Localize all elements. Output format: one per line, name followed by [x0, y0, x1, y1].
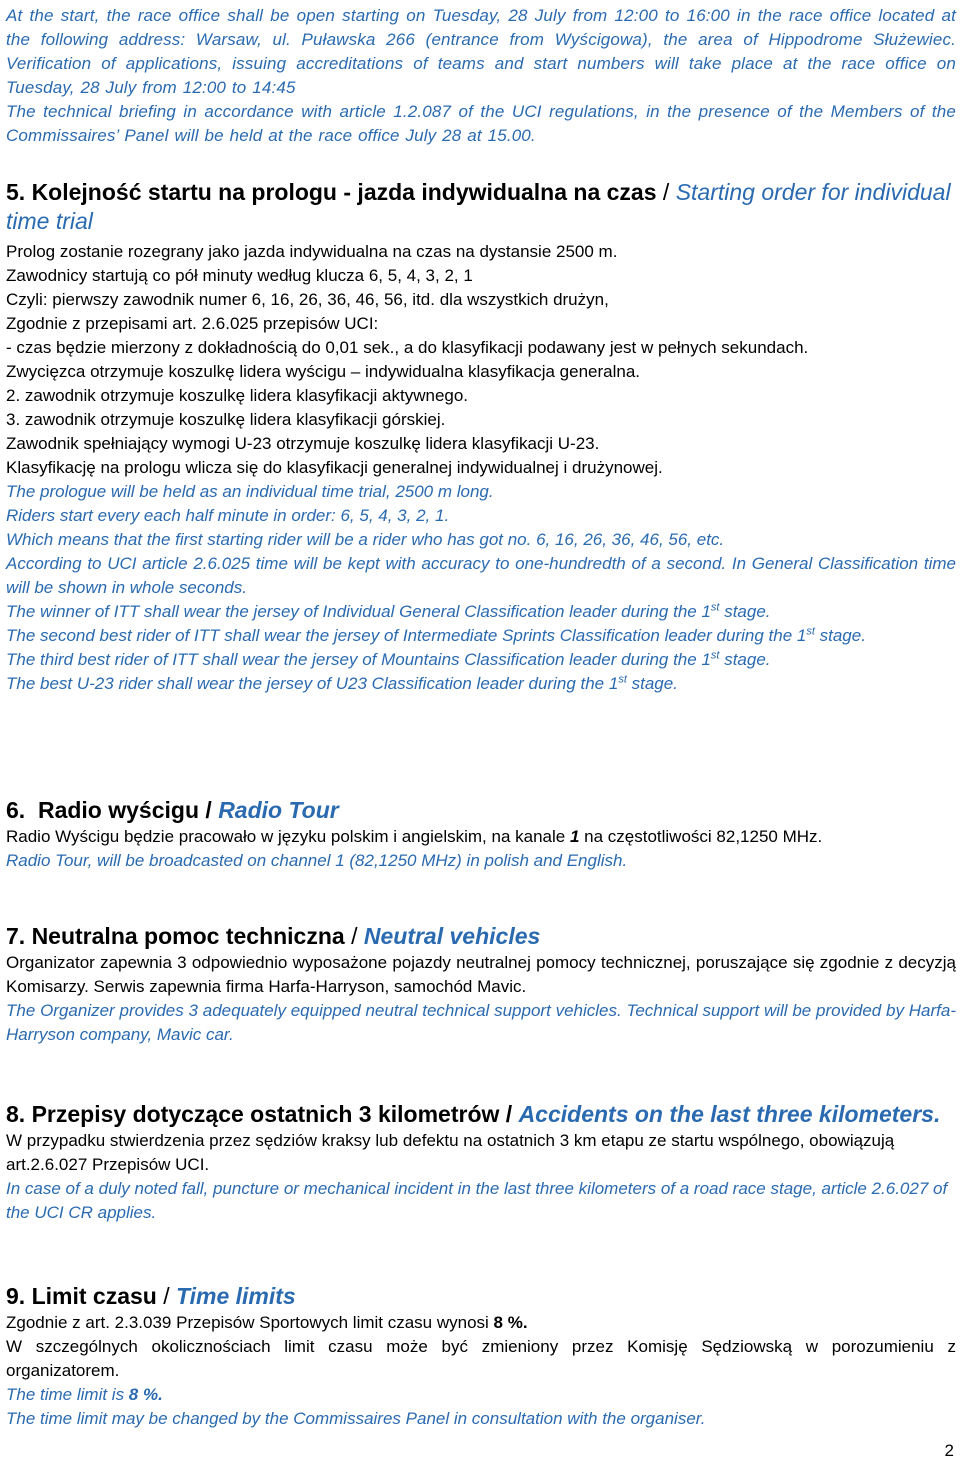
section-9-title: [6, 1282, 956, 1311]
s5-jersey-3-text: The third best rider of ITT shall wear the jersey of Mountains Classification leader during the 1: [6, 650, 711, 669]
s5-jersey-4: [6, 672, 956, 696]
section-6-number: 6.: [6, 797, 26, 823]
section-6-title-pl: Radio wyścigu: [37, 797, 200, 823]
s7-en: The Organizer provides 3 adequately equipped neutral technical support vehicles. Technical support will be provided by Harfa-Harryson company, Mavic car.: [6, 1001, 956, 1044]
s6-channel: 1: [569, 827, 580, 846]
superscript: st: [618, 673, 627, 686]
s5-jersey-2-text: The second best rider of ITT shall wear the jersey of Intermediate Sprints Classification leader during the 1: [6, 626, 807, 645]
s5-jersey-1-end: stage.: [719, 602, 771, 621]
s5-en-4: According to UCI article 2.6.025 time will be kept with accuracy to one-hundredth of a second. In General Classification time will be shown in whole seconds.: [6, 554, 956, 597]
section-6: [6, 796, 956, 873]
s5-jersey-3: [6, 648, 956, 672]
s5-pl-4: Zgodnie z przepisami art. 2.6.025 przepisów UCI:: [6, 314, 379, 333]
intro-verification: Verification of applications, issuing accreditations of teams and start numbers will take place at the race office on Tuesday, 28 July from 12:00 to 14:45: [6, 54, 956, 97]
s5-jersey-4-end: stage.: [626, 674, 678, 693]
section-9-title-pl: 9. Limit czasu: [6, 1283, 157, 1309]
s5-pl-8: 3. zawodnik otrzymuje koszulkę lidera klasyfikacji górskiej.: [6, 410, 446, 429]
s5-pl-1: Prolog zostanie rozegrany jako jazda indywidualna na czas na dystansie 2500 m.: [6, 242, 618, 261]
s6-pl-end: na częstotliwości 82,1250 MHz.: [579, 827, 823, 846]
superscript: st: [710, 649, 720, 662]
title-separator: /: [163, 1283, 170, 1309]
s5-pl-6: Zwycięzca otrzymuje koszulkę lidera wyścigu – indywidualna klasyfikacja generalna.: [6, 362, 641, 381]
s5-jersey-4-text: The best U-23 rider shall wear the jersey of U23 Classification leader during the 1: [6, 674, 619, 693]
s8-en: In case of a duly noted fall, puncture or mechanical incident in the last three kilometers of a road race stage, article 2.6.027 of the UCI CR applies.: [6, 1179, 948, 1222]
s5-pl-3: Czyli: pierwszy zawodnik numer 6, 16, 26, 36, 46, 56, itd. dla wszystkich drużyn,: [6, 290, 609, 309]
section-8-title: [6, 1100, 956, 1129]
section-9-title-en: Time limits: [176, 1283, 296, 1309]
s9-en-1-text: The time limit is: [6, 1385, 129, 1404]
section-8-title-en: Accidents on the last three kilometers.: [518, 1101, 941, 1127]
section-5: [6, 178, 956, 696]
s9-pl-1: [6, 1311, 956, 1335]
superscript: st: [710, 601, 720, 614]
s9-en-1: [6, 1383, 956, 1407]
s5-pl-9: Zawodnik spełniający wymogi U-23 otrzymuje koszulkę lidera klasyfikacji U-23.: [6, 434, 600, 453]
s5-pl-2: Zawodnicy startują co pół minuty według klucza 6, 5, 4, 3, 2, 1: [6, 266, 473, 285]
s9-en-2: The time limit may be changed by the Commissaires Panel in consultation with the organiser.: [6, 1409, 706, 1428]
s7-pl: Organizator zapewnia 3 odpowiednio wyposażone pojazdy neutralnej pomocy technicznej, poruszające się zgodnie z decyzją Komisarzy. Serwis zapewnia firma Harfa-Harryson, samochód Mavic.: [6, 953, 956, 996]
s5-pl-5: - czas będzie mierzony z dokładnością do 0,01 sek., a do klasyfikacji podawany jest w pełnych sekundach.: [6, 338, 809, 357]
section-9: [6, 1282, 956, 1431]
s5-en-3: Which means that the first starting rider will be a rider who has got no. 6, 16, 26, 36, 46, 56, etc.: [6, 530, 725, 549]
s5-pl-10: Klasyfikację na prologu wlicza się do klasyfikacji generalnej indywidualnej i drużynowej.: [6, 458, 663, 477]
s5-pl-7: 2. zawodnik otrzymuje koszulkę lidera klasyfikacji aktywnego.: [6, 386, 469, 405]
section-6-title: [6, 796, 956, 825]
s9-pl-1-value: 8 %.: [493, 1313, 528, 1332]
s5-jersey-1-text: The winner of ITT shall wear the jersey of Individual General Classification leader during the 1: [6, 602, 711, 621]
s5-jersey-2: [6, 624, 956, 648]
section-7-title-pl: 7. Neutralna pomoc techniczna: [6, 923, 345, 949]
section-8: [6, 1100, 956, 1225]
section-5-title-pl: 5. Kolejność startu na prologu - jazda indywidualna na czas: [6, 179, 657, 205]
s5-en-2: Riders start every each half minute in order: 6, 5, 4, 3, 2, 1.: [6, 506, 450, 525]
s6-pl-text: Radio Wyścigu będzie pracowało w języku polskim i angielskim, na kanale: [6, 827, 570, 846]
page-number: 2: [944, 1441, 954, 1460]
section-7-title-en: Neutral vehicles: [363, 923, 541, 949]
title-separator: /: [351, 923, 358, 949]
section-5-title: [6, 178, 956, 236]
s9-pl-2: W szczególnych okolicznościach limit czasu może być zmieniony przez Komisję Sędziowską w porozumieniu z organizatorem.: [6, 1337, 956, 1380]
s9-pl-1-text: Zgodnie z art. 2.3.039 Przepisów Sportowych limit czasu wynosi: [6, 1313, 494, 1332]
intro-section: [6, 4, 956, 148]
s8-pl: W przypadku stwierdzenia przez sędziów kraksy lub defektu na ostatnich 3 km etapu ze startu wspólnego, obowiązują art.2.6.027 Przepisów UCI.: [6, 1131, 895, 1174]
intro-paragraph: [6, 4, 956, 100]
s9-en-1-value: 8 %.: [128, 1385, 163, 1404]
superscript: st: [806, 625, 815, 638]
intro-briefing: The technical briefing in accordance with article 1.2.087 of the UCI regulations, in the presence of the Members of the Commissaires’ Panel will be held at the race office July 28 at 15.00.: [6, 102, 956, 145]
section-5-title-en: Starting order for individual time trial: [6, 179, 951, 234]
s6-en: Radio Tour, will be broadcasted on channel 1 (82,1250 MHz) in polish and English.: [6, 851, 628, 870]
section-7-title: [6, 922, 956, 951]
title-separator: /: [662, 179, 670, 205]
intro-race-office: At the start, the race office shall be open starting on Tuesday, 28 July from 12:00 to 16:00 in the race office located at the following address: Warsaw, ul. Puławska 266 (entrance from Wyścigowa), the area of Hippodrome Służewiec.: [6, 6, 956, 49]
s5-jersey-3-end: stage.: [719, 650, 771, 669]
title-separator: /: [205, 797, 212, 823]
s5-jersey-2-end: stage.: [814, 626, 866, 645]
s5-jersey-1: [6, 600, 956, 624]
section-8-title-pl: 8. Przepisy dotyczące ostatnich 3 kilometrów /: [6, 1101, 513, 1127]
s5-en-1: The prologue will be held as an individual time trial, 2500 m long.: [6, 482, 494, 501]
section-6-title-en: Radio Tour: [218, 797, 339, 823]
section-7: [6, 922, 956, 1047]
s6-pl: [6, 825, 956, 849]
